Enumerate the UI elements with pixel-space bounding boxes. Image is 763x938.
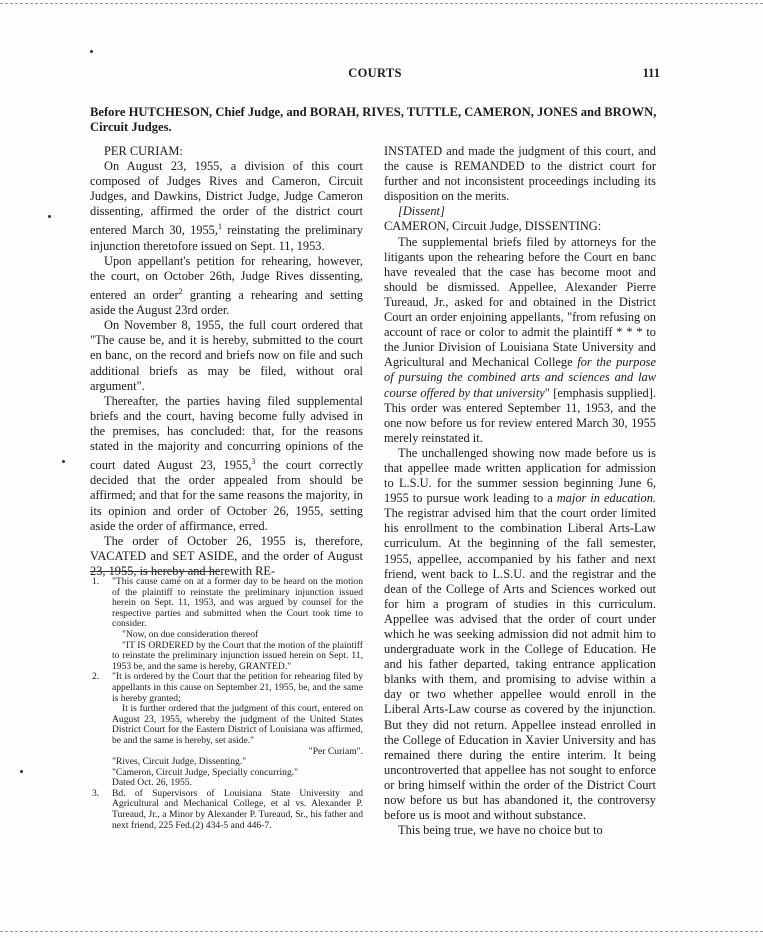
footnotes [90,569,363,831]
footnote-number: 2. [92,671,100,683]
emphasized-text: for the purpose of pursuing the combined arts and sciences and law course offered by that university [384,355,657,400]
footnote-rule [90,571,220,572]
scan-speck [48,215,51,218]
paragraph: On November 8, 1955, the full court ordered that "The cause be, and it is hereby, submitted to the court en banc, on the record and briefs now on file and such additional briefs as may be filed, without oral argument". [90,318,363,393]
paragraph-text: The supplemental briefs filed by attorneys for the litigants upon the rehearing before the Court en banc have revealed that the case has become moot and should be dismissed. Appellee, Alexander Pierre Tureaud, Jr., asked for and obtained in the District Court an order enjoining appellants, "from refusing on account of race or color to admit the plaintiff * * * to the Junior Division of Louisiana State University and Agricultural and Mechanical College [384,234,656,370]
left-column [90,144,363,579]
footnote-ref: 1 [217,222,222,232]
scan-speck [20,770,23,773]
paragraph: INSTATED and made the judgment of this court, and the cause is REMANDED to the district court for further and not inconsistent proceedings including its disposition on the merits. [384,144,656,204]
paragraph [90,254,363,319]
footnote-text: "Per Curiam". [308,745,363,757]
paragraph-text: On August 23, 1955, a division of this court composed of Judges Rives and Cameron, Circuit Judges, and Dawkins, District Judge, Judge Cameron dissenting, affirmed the order of the district court entered March 30, 1955, [90,159,363,238]
footnote-3 [90,789,363,831]
paragraph [384,446,656,823]
footnote-number: 3. [92,787,100,799]
footnote-text: Dated Oct. 26, 1955. [112,777,192,789]
paragraph [384,235,656,446]
footnote-text: Bd. of Supervisors of Louisiana State University and Agricultural and Mechanical College, et al vs. Alexander P. Tureaud, Jr., a Minor by Alexander P. Tureaud, Sr., his father and next friend, 225 Fed.(2) 434-5 and 446-7. [112,787,363,831]
paragraph-text: granting a rehearing and setting aside the August 23rd order. [90,288,363,318]
paragraph [90,159,363,254]
running-head-title: COURTS [348,66,402,80]
footnote-ref: 3 [251,457,256,467]
bench-line: Before HUTCHESON, Chief Judge, and BORAH, RIVES, TUTTLE, CAMERON, JONES and BROWN, Circuit Judges. [90,105,657,134]
footnote-text: "Cameron, Circuit Judge, Specially concurring." [112,766,299,778]
footnote-text: "Rives, Circuit Judge, Dissenting." [112,756,247,768]
footnote-text: "It is ordered by the Court that the petition for rehearing filed by appellants in this cause on September 21, 1955, be, and the same is hereby granted; [112,671,363,704]
footnote-text: "IT IS ORDERED by the Court that the motion of the plaintiff to reinstate the preliminary injunction issued herein on Sept. 11, 1953 be, and the same is hereby, GRANTED." [112,639,363,672]
right-column [384,144,656,838]
footnote-2 [90,672,363,789]
scan-speck [90,50,93,53]
dissent-heading: CAMERON, Circuit Judge, DISSENTING: [384,219,602,234]
scan-speck [62,460,65,463]
footnote-ref: 2 [178,286,183,296]
paragraph-text: Upon appellant's petition for rehearing, however, the court, on October 26th, Judge Rives dissenting, entered an order [90,253,363,303]
emphasized-text: major in education. [556,491,656,506]
footnote-text: "Now, on due consideration thereof [122,628,259,640]
paragraph [90,394,363,534]
paragraph-text: the court correctly decided that the order appealed from should be affirmed; and that for the same reasons the majority, in its opinion and order of October 26, 1955, setting aside the order of affirmance, erred. [90,458,363,533]
footnote-1 [90,577,363,672]
footnote-number: 1. [92,576,100,587]
footnote-text: It is further ordered that the judgment of this court, entered on August 23, 1955, whereby the judgment of the United States District Court for the Eastern District of Louisiana was affirmed, be and the same is hereby, set aside." [112,703,363,746]
paragraph: This being true, we have no choice but to [398,823,603,838]
paragraph-text: reinstating the preliminary injunction theretofore issued on Sept. 11, 1953. [90,223,363,253]
paragraph: The order of October 26, 1955 is, therefore, VACATED and SET ASIDE, and the order of August 23, 1955, is hereby and herewith RE- [90,533,363,578]
dissent-tag: [Dissent] [398,204,445,219]
scan-bottom-border [0,931,763,934]
per-curiam-heading: PER CURIAM: [104,144,183,158]
paragraph-text: Thereafter, the parties having filed supplemental briefs and the court, having become fully advised in the premises, has concluded: that, for the reasons stated in the majority and concurring opinions of the court dated August 23, 1955, [90,393,363,473]
footnote-text: "This cause came on at a former day to be heard on the motion of the plaintiff to reinstate the preliminary injunction issued herein on Sept. 11, 1953, and was argued by counsel for the respective parties and submitted when the Court took time to consider. [112,576,363,630]
page-number: 111 [642,66,660,80]
paragraph-text: The registrar advised him that the court order limited his enrollment to the combination Liberal Arts-Law curriculum. At the beginning of the fall semester, 1955, appellee, accompanied by his father and next friend, went back to L.S.U. and the registrar and the dean of the College of Arts and Sciences worked out for him a program of studies in this curriculum. Appellee was advised that the order of court under which he was seeking admission did not admit him to undergraduate work in the College of Education. He and his father departed, taking entrance application blanks with them, and promising to advise within a day or two whether appellee would enroll in the Liberal Arts-Law course as covered by the injunction. But they did not return. Appellee instead enrolled in the College of Education in Xavier University and has remained there during the entire interim. It being uncontroverted that appellee has not sought to enforce or bring himself within the order of the District Court now before us but has abandoned it, the controversy before us is moot and without substance. [384,506,656,823]
paragraph-text: " [emphasis supplied]. This order was entered September 11, 1953, and the one now before us for review entered March 30, 1955 merely reinstated it. [384,385,656,445]
scan-top-border [0,3,763,6]
paragraph-text: The unchallenged showing now made before us is that appellee made written application for admission to L.S.U. for the summer session beginning June 6, 1955 to pursue work leading to a [384,445,656,506]
